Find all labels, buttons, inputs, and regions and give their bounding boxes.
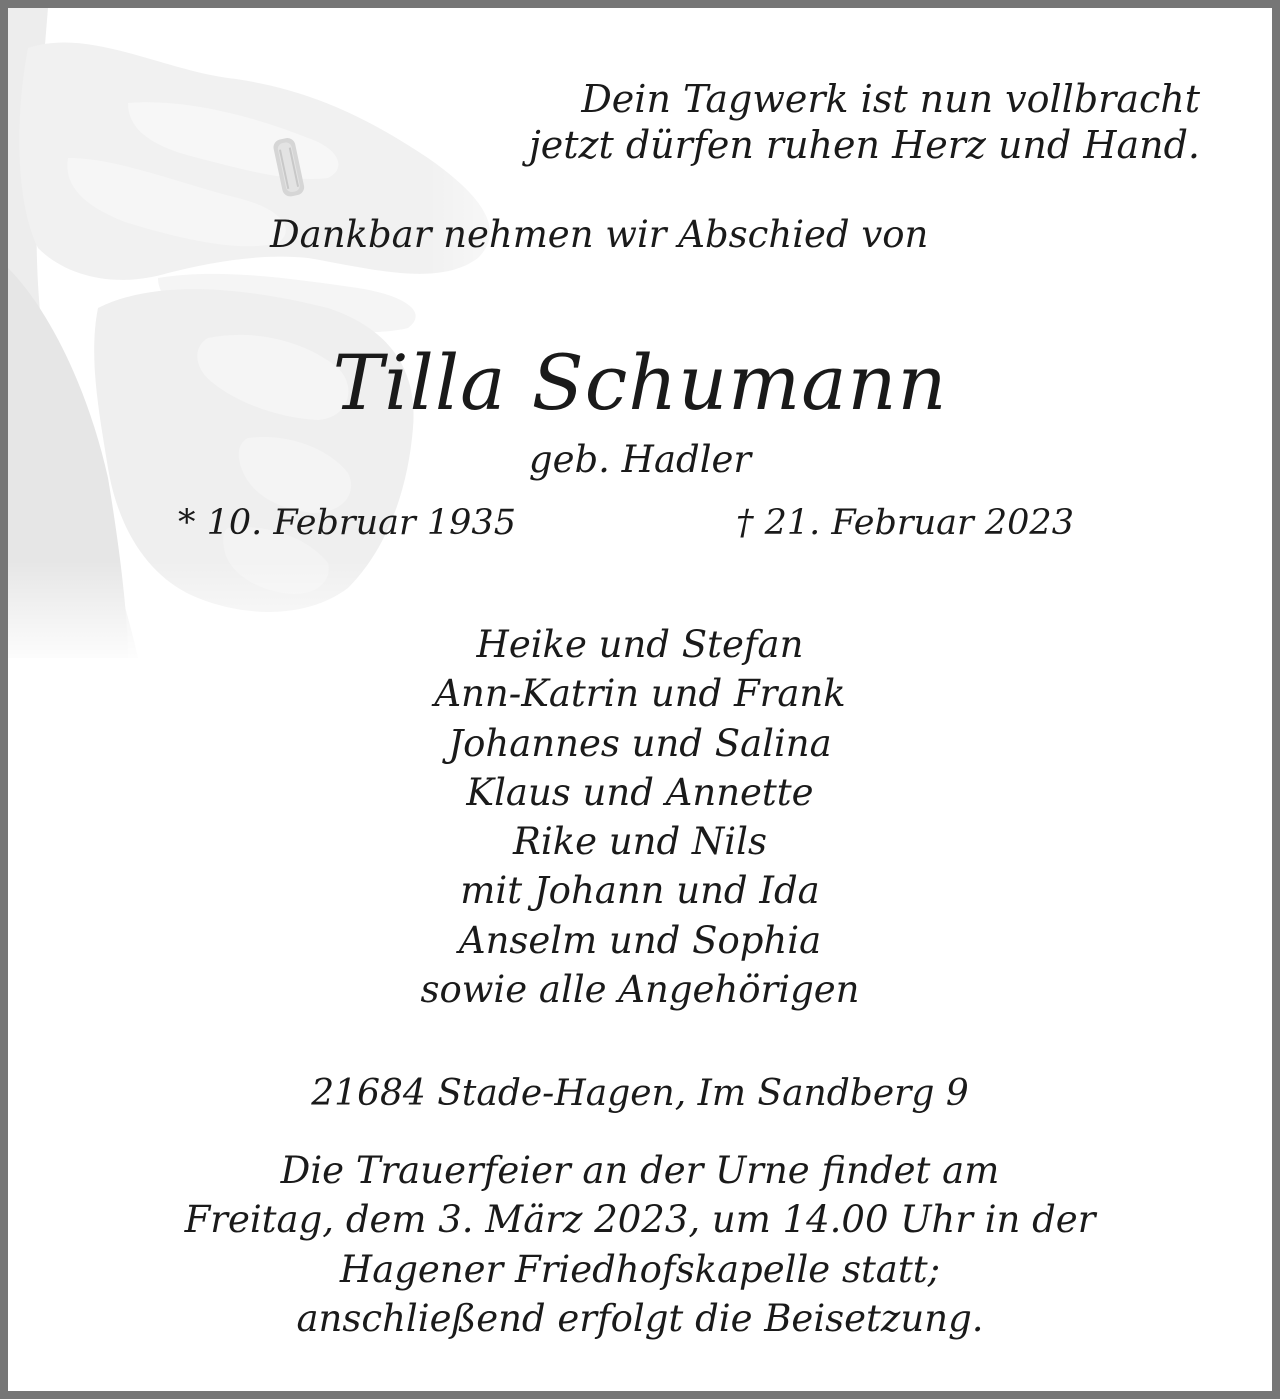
- service-line: Freitag, dem 3. März 2023, um 14.00 Uhr in der: [184, 1198, 1096, 1242]
- deceased-name: Tilla Schumann: [332, 338, 948, 427]
- mourner-line: Rike und Nils: [513, 820, 767, 864]
- hands-with-ring-photo: [8, 8, 568, 658]
- verse-line-2: jetzt dürfen ruhen Herz und Hand.: [528, 123, 1200, 167]
- mourners-list: [8, 620, 1272, 1014]
- verse: [529, 76, 1200, 168]
- address: 21684 Stade-Hagen, Im Sandberg 9: [311, 1073, 969, 1114]
- verse-line-1: Dein Tagwerk ist nun vollbracht: [581, 77, 1200, 121]
- service-line: anschließend erfolgt die Beisetzung.: [296, 1296, 984, 1340]
- mourner-line: Anselm und Sophia: [458, 918, 822, 962]
- mourner-line: mit Johann und Ida: [460, 869, 820, 913]
- birth-date: * 10. Februar 1935: [178, 503, 516, 543]
- service-line: Die Trauerfeier an der Urne findet am: [280, 1149, 1000, 1192]
- mourner-line: Heike und Stefan: [476, 623, 804, 666]
- death-date: † 21. Februar 2023: [736, 503, 1074, 543]
- mourner-line: Ann-Katrin und Frank: [434, 672, 846, 716]
- mourner-line: sowie alle Angehörigen: [420, 968, 860, 1012]
- mourner-line: Klaus und Annette: [466, 770, 814, 814]
- mourner-line: Johannes und Salina: [448, 721, 832, 765]
- service-details: [8, 1146, 1272, 1343]
- farewell-line: Dankbar nehmen wir Abschied von: [270, 213, 929, 256]
- service-line: Hagener Friedhofskapelle statt;: [339, 1247, 941, 1291]
- maiden-name: geb. Hadler: [528, 438, 752, 481]
